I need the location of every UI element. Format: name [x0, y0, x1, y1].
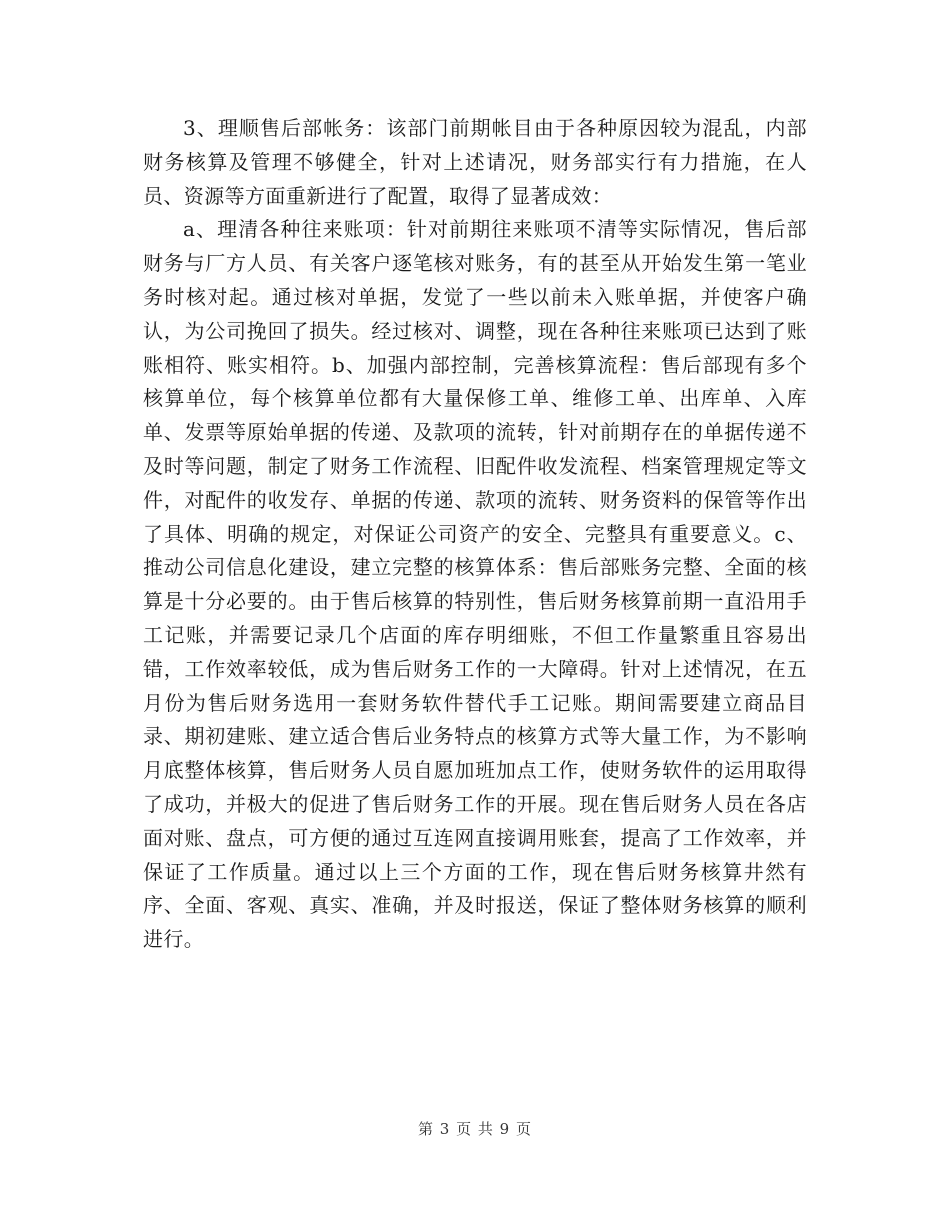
document-body	[143, 112, 807, 957]
paragraph-section-3-intro: 3、理顺售后部帐务：该部门前期帐目由于各种原因较为混乱，内部财务核算及管理不够健全，针对上述请况，财务部实行有力措施，在人员、资源等方面重新进行了配置，取得了显著成效：	[143, 116, 807, 208]
paragraph-section-3-details: a、理清各种往来账项：针对前期往来账项不清等实际情况，售后部财务与厂方人员、有关客户逐笔核对账务，有的甚至从开始发生第一笔业务时核对起。通过核对单据，发觉了一些以前未入账单据，并使客户确认，为公司挽回了损失。经过核对、调整，现在各种往来账项已达到了账账相符、账实相符。b、加强内部控制，完善核算流程：售后部现有多个核算单位，每个核算单位都有大量保修工单、维修工单、出库单、入库单、发票等原始单据的传递、及款项的流转，针对前期存在的单据传递不及时等问题，制定了财务工作流程、旧配件收发流程、档案管理规定等文件，对配件的收发存、单据的传递、款项的流转、财务资料的保管等作出了具体、明确的规定，对保证公司资产的安全、完整具有重要意义。c、推动公司信息化建设，建立完整的核算体系：售后部账务完整、全面的核算是十分必要的。由于售后核算的特别性，售后财务核算前期一直沿用手工记账，并需要记录几个店面的库存明细账，不但工作量繁重且容易出错，工作效率较低，成为售后财务工作的一大障碍。针对上述情况，在五月份为售后财务选用一套财务软件替代手工记账。期间需要建立商品目录、期初建账、建立适合售后业务特点的核算方式等大量工作，为不影响月底整体核算，售后财务人员自愿加班加点工作，使财务软件的运用取得了成功，并极大的促进了售后财务工作的开展。现在售后财务人员在各店面对账、盘点，可方便的通过互连网直接调用账套，提高了工作效率，并保证了工作质量。通过以上三个方面的工作，现在售后财务核算井然有序、全面、客观、真实、准确，并及时报送，保证了整体财务核算的顺利进行。	[143, 217, 807, 952]
page-number-footer: 第 3 页 共 9 页	[418, 1120, 532, 1138]
